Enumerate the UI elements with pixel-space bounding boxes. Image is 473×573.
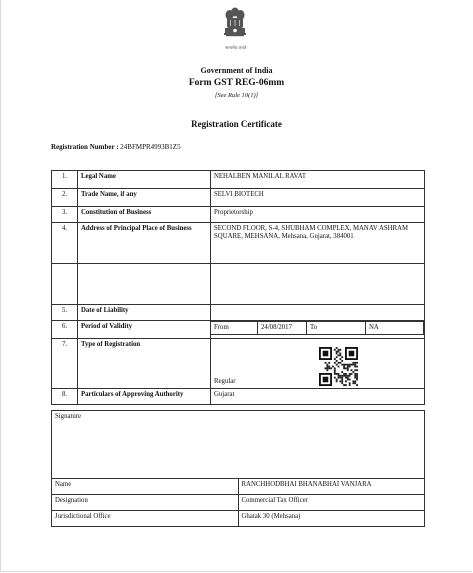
field-label: Period of Validity: [78, 321, 211, 339]
field-label: Legal Name: [78, 171, 211, 189]
government-heading: Government of India: [200, 66, 273, 75]
signature-table: [51, 410, 425, 527]
table-row: [52, 305, 425, 321]
field-label: Constitution of Business: [78, 207, 211, 223]
table-row: [52, 207, 425, 223]
emblem-caption: सत्यमेव जयते: [225, 45, 247, 50]
signature-row: [52, 411, 425, 479]
table-row: [52, 495, 425, 511]
validity-to-label: To: [307, 322, 366, 335]
field-value-blank: [211, 264, 425, 305]
row-number: 2.: [52, 189, 78, 207]
validity-cell: [211, 321, 425, 339]
table-row: [52, 339, 425, 389]
field-label: Particulars of Approving Authority: [78, 389, 211, 405]
row-number: 7.: [52, 339, 78, 389]
jurisdictional-office-value: Ghatak 30 (Mehsana): [238, 511, 425, 527]
registration-details-table: [51, 170, 425, 405]
validity-from-label: From: [211, 322, 258, 335]
field-label: Type of Registration: [78, 339, 211, 389]
registration-number-row: [51, 143, 181, 151]
form-title: Form GST REG-06mm: [188, 78, 285, 88]
row-number: 3.: [52, 207, 78, 223]
field-label: Address of Principal Place of Business: [78, 223, 211, 264]
table-row: [52, 171, 425, 189]
designation-value: Commercial Tax Officer: [238, 495, 425, 511]
registration-number-label: Registration Number :: [51, 143, 119, 151]
table-row: [52, 511, 425, 527]
row-number-blank: [52, 264, 78, 305]
field-label: Date of Liability: [78, 305, 211, 321]
field-value: Gujarat: [211, 389, 425, 405]
table-row: [52, 479, 425, 495]
field-value: SELVI BIOTECH: [211, 189, 425, 207]
row-number: 8.: [52, 389, 78, 405]
validity-from-value: 24/08/2017: [258, 322, 307, 335]
name-label: Name: [52, 479, 239, 495]
registration-number-value: 24BFMPR4993B1Z5: [120, 143, 181, 151]
signature-label: Signature: [52, 411, 425, 479]
row-number: 5.: [52, 305, 78, 321]
designation-label: Designation: [52, 495, 239, 511]
jurisdictional-office-label: Jurisdictional Office: [52, 511, 239, 527]
validity-to-value: NA: [366, 322, 424, 335]
name-value: RANCHHODBHAI BHANABHAI VANJARA: [238, 479, 425, 495]
field-value: NEHALBEN MANILAL RAVAT: [211, 171, 425, 189]
table-row: [52, 189, 425, 207]
rule-reference: [See Rule 10(1)]: [214, 92, 259, 99]
row-number: 6.: [52, 321, 78, 339]
field-value: SECOND FLOOR, S-4, SHUBHAM COMPLEX, MANAV ASHRAM SQUARE, MEHSANA, Mehsana, Gujarat, 384001: [211, 223, 425, 264]
national-emblem-icon: [222, 6, 248, 42]
field-value: [211, 339, 425, 389]
field-label-blank: [78, 264, 211, 305]
row-number: 4.: [52, 223, 78, 264]
row-number: 1.: [52, 171, 78, 189]
registration-type-value: Regular: [214, 378, 236, 385]
table-row: [52, 223, 425, 264]
field-value: [211, 305, 425, 321]
field-value: Proprietorship: [211, 207, 425, 223]
table-row-blank: [52, 264, 425, 305]
table-row: [52, 389, 425, 405]
table-row: [52, 321, 425, 339]
certificate-title: Registration Certificate: [191, 119, 282, 129]
qr-code-icon: [319, 347, 358, 386]
validity-table: [211, 321, 424, 335]
field-label: Trade Name, if any: [78, 189, 211, 207]
